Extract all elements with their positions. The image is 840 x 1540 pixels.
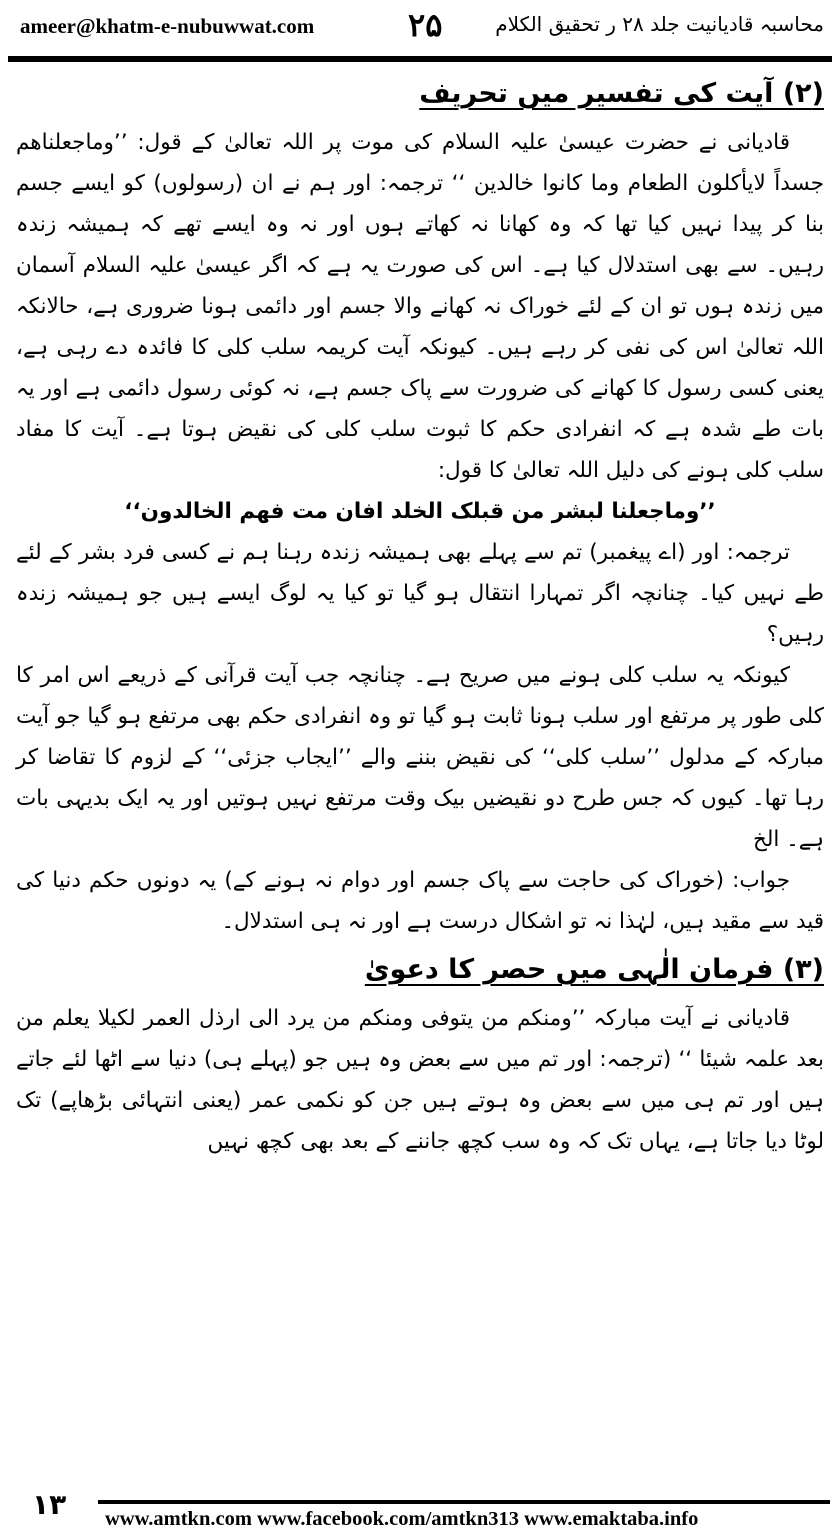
paragraph: قادیانی نے حضرت عیسیٰ علیہ السلام کی موت پر اللہ تعالیٰ کے قول: ’’وماجعلناھم جسداً لایأکلون الطعام وما کانوا خالدین ‘‘ ترجمہ: اور ہم نے ان (رسولوں) کو ایسے جسم بنا کر پیدا نہیں کیا تھا کہ وہ کھانا نہ کھاتے ہوں اور نہ وہ ایسے تھے کہ ہمیشہ زندہ رہیں۔ سے بھی استدلال کیا ہے۔ اس کی صورت یہ ہے کہ اگر عیسیٰ علیہ السلام آسمان میں زندہ ہوں تو ان کے لئے خوراک نہ کھانے والا جسم اور دائمی ہونا ضروری ہے، حالانکہ اللہ تعالیٰ اس کی نفی کر رہے ہیں۔ کیونکہ آیت کریمہ سلب کلی کا فائدہ دے رہی ہے، یعنی کسی رسول کا کھانے کی ضرورت سے پاک جسم ہے، نہ کوئی رسول دائمی ہے اور یہ بات طے شدہ ہے کہ انفرادی حکم کا ثبوت سلب کلی کی نقیض ہوتا ہے۔ آیت کا مفاد سلب کلی ہونے کی دلیل اللہ تعالیٰ کا قول: — [16, 130, 824, 483]
page-body — [16, 66, 824, 1162]
footer-rule — [98, 1500, 830, 1504]
header-book-title: محاسبہ قادیانیت جلد ۲۸ ر تحقیق الکلام — [495, 12, 824, 36]
footer-page-marker: ۱۳ — [32, 1488, 67, 1521]
paragraph: جواب: (خوراک کی حاجت سے پاک جسم اور دوام نہ ہونے کے) یہ دونوں حکم دنیا کی قید سے مقید ہیں، لہٰذا نہ تو اشکال درست ہے اور نہ ہی استدلال۔ — [16, 868, 824, 934]
section-heading: (۳) فرمان الٰہی میں حصر کا دعویٰ — [364, 954, 824, 985]
header-email: ameer@khatm-e-nubuwwat.com — [20, 14, 315, 38]
footer-links: www.amtkn.com www.facebook.com/amtkn313 www.emaktaba.info — [105, 1508, 699, 1530]
paragraph: قادیانی نے آیت مبارکہ ’’ومنکم من یتوفی ومنکم من یرد الی ارذل العمر لکیلا یعلم من بعد علمہ شیئا ‘‘ (ترجمہ: اور تم میں سے بعض وہ ہیں جو (پہلے ہی) دنیا سے اٹھا لئے جاتے ہیں اور تم ہی میں سے بعض وہ ہوتے ہیں جن کو نکمی عمر (یعنی انتہائی بڑھاپے) تک لوٹا دیا جاتا ہے، یہاں تک کہ وہ سب کچھ جاننے کے بعد بھی کچھ نہیں — [16, 1006, 824, 1154]
header-rule — [8, 56, 832, 62]
paragraph: ترجمہ: اور (اے پیغمبر) تم سے پہلے بھی ہمیشہ زندہ رہنا ہم نے کسی فرد بشر کے لئے طے نہیں کیا۔ چنانچہ اگر تمہارا انتقال ہو گیا تو کیا یہ لوگ ایسے ہیں جو ہمیشہ زندہ رہیں؟ — [16, 540, 824, 647]
header-page-number: ۲۵ — [408, 6, 443, 44]
quran-verse: ’’وماجعلنا لبشر من قبلک الخلد افان مت فھم الخالدون‘‘ — [124, 499, 716, 524]
section-heading: (۲) آیت کی تفسیر میں تحریف — [419, 78, 824, 109]
page-header — [10, 0, 830, 48]
paragraph: کیونکہ یہ سلب کلی ہونے میں صریح ہے۔ چنانچہ جب آیت قرآنی کے ذریعے اس امر کا کلی طور پر مرتفع اور سلب ہونا ثابت ہو گیا تو وہ انفرادی حکم بھی مرتفع ہو گیا جو آیت مبارکہ کے مدلول ’’سلب کلی‘‘ کی نقیض بننے والے ’’ایجاب جزئی‘‘ کے لزوم کا تقاضا کر رہا تھا۔ کیوں کہ جس طرح دو نقیضیں بیک وقت مرتفع نہیں ہوتیں اور یہ ایک بدیہی بات ہے۔ الخ — [16, 663, 824, 852]
page-footer — [10, 1488, 830, 1540]
